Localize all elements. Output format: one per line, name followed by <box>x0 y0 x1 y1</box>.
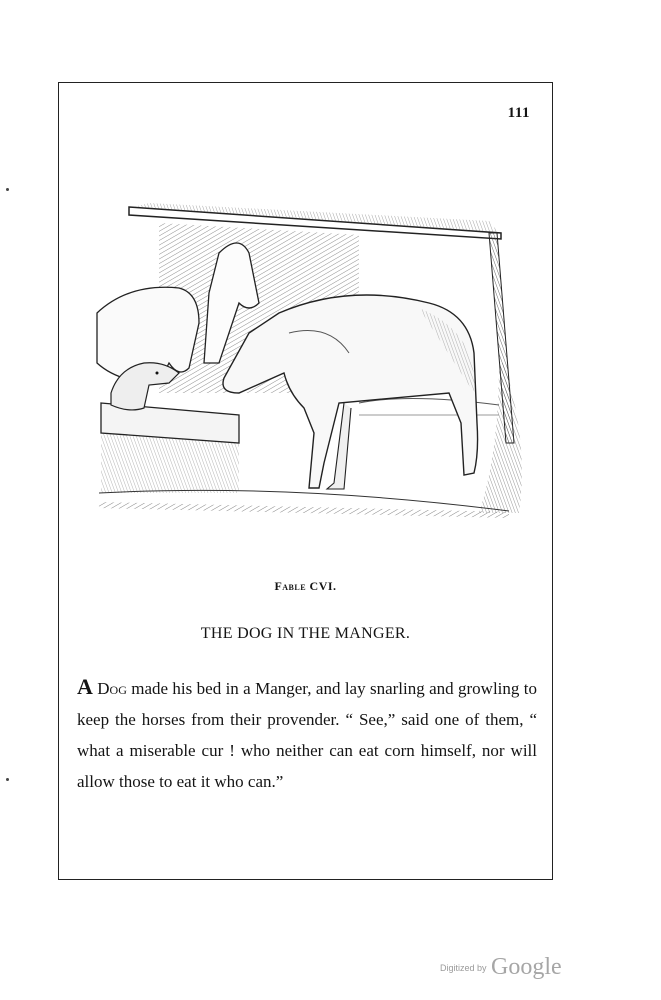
fable-body: made his bed in a Manger, and lay snarling and growling to keep the horses from their provender. “ See,” said one of them, “ what a miserable cur ! who neither can eat corn himself, nor will allow those to eat it who can.” <box>77 679 537 791</box>
margin-mark-top <box>6 188 9 191</box>
page-frame <box>58 82 553 880</box>
fable-title: THE DOG IN THE MANGER. <box>200 625 411 642</box>
google-logo: Google <box>490 954 562 980</box>
fable-number: Fable CVI. <box>274 579 337 593</box>
watermark-digitized-by: Digitized by <box>440 963 487 973</box>
google-watermark <box>440 954 562 981</box>
drop-cap: A <box>77 674 93 699</box>
fable-illustration <box>89 193 529 533</box>
first-word: Dog <box>97 679 127 698</box>
fable-text <box>77 671 537 797</box>
horses-and-dog-engraving <box>89 193 529 533</box>
page-number: 111 <box>507 105 530 121</box>
margin-mark-bottom <box>6 778 9 781</box>
